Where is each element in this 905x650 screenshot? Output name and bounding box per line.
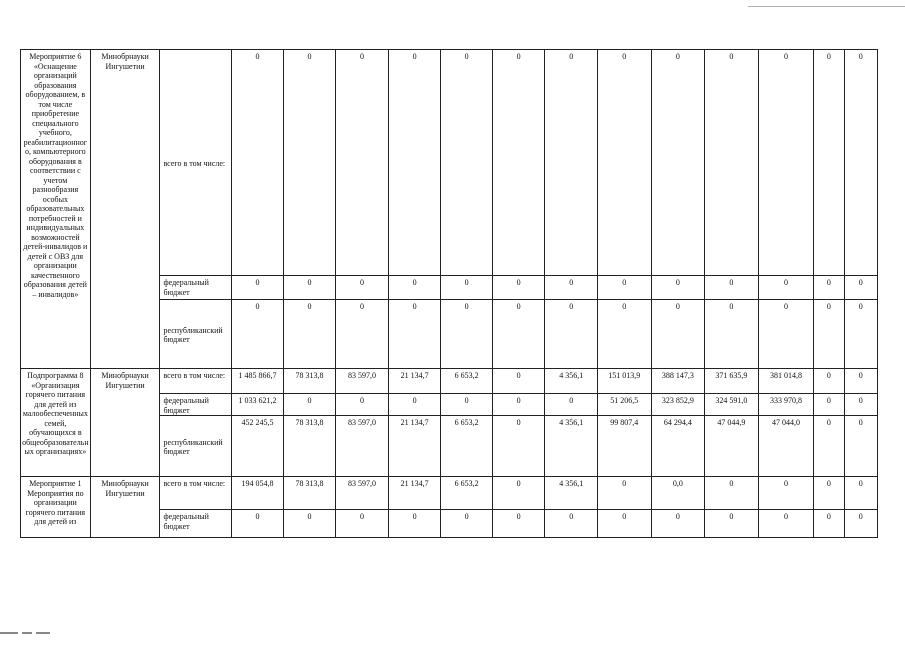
value-cell: 47 044,0 — [758, 416, 814, 477]
value-cell: 21 134,7 — [388, 477, 441, 510]
value-cell: 0 — [492, 477, 545, 510]
value-cell: 0 — [844, 394, 877, 416]
funding-source: всего в том числе: — [160, 50, 232, 276]
value-cell: 0 — [441, 50, 493, 276]
value-cell: 47 044,9 — [705, 416, 759, 477]
funding-source: республиканский бюджет — [160, 300, 232, 369]
value-cell: 0 — [814, 394, 844, 416]
funding-source: всего в том числе: — [160, 477, 232, 510]
measure-name: Мероприятие 1 Мероприятия по организации горячего питания для детей из — [21, 477, 91, 538]
value-cell: 371 635,9 — [705, 369, 759, 394]
funding-source: республиканский бюджет — [160, 416, 232, 477]
table-row — [21, 477, 878, 510]
value-cell: 0 — [283, 276, 336, 300]
value-cell: 0 — [336, 50, 389, 276]
value-cell: 323 852,9 — [651, 394, 705, 416]
value-cell: 78 313,8 — [283, 416, 336, 477]
header-rule — [748, 6, 905, 7]
value-cell: 0 — [492, 369, 545, 394]
value-cell: 0 — [336, 394, 389, 416]
value-cell: 0 — [597, 50, 651, 276]
value-cell: 0 — [844, 276, 877, 300]
funding-source: федеральный бюджет — [160, 394, 232, 416]
value-cell: 194 054,8 — [232, 477, 284, 510]
value-cell: 0 — [492, 276, 545, 300]
value-cell: 0 — [705, 510, 759, 538]
value-cell: 0 — [651, 50, 705, 276]
funding-source: всего в том числе: — [160, 369, 232, 394]
value-cell: 0 — [232, 50, 284, 276]
value-cell: 0 — [492, 510, 545, 538]
value-cell: 1 033 621,2 — [232, 394, 284, 416]
value-cell: 0 — [597, 276, 651, 300]
value-cell: 0 — [844, 300, 877, 369]
value-cell: 0 — [336, 276, 389, 300]
value-cell: 0 — [283, 394, 336, 416]
value-cell: 0 — [814, 300, 844, 369]
value-cell: 0 — [844, 416, 877, 477]
responsible-agency: Минобрнауки Ингушетии — [90, 477, 160, 538]
value-cell: 83 597,0 — [336, 369, 389, 394]
value-cell: 0 — [758, 300, 814, 369]
responsible-agency: Минобрнауки Ингушетии — [90, 50, 160, 369]
value-cell: 333 970,8 — [758, 394, 814, 416]
value-cell: 4 356,1 — [545, 369, 598, 394]
value-cell: 0 — [232, 510, 284, 538]
value-cell: 0 — [597, 510, 651, 538]
value-cell: 0 — [492, 300, 545, 369]
value-cell: 4 356,1 — [545, 416, 598, 477]
value-cell: 0 — [441, 510, 493, 538]
value-cell: 0 — [232, 276, 284, 300]
value-cell: 4 356,1 — [545, 477, 598, 510]
table-row — [21, 369, 878, 394]
value-cell: 0 — [705, 276, 759, 300]
page-footer-mark — [0, 632, 70, 638]
value-cell: 51 206,5 — [597, 394, 651, 416]
value-cell: 0 — [597, 300, 651, 369]
value-cell: 0 — [388, 300, 441, 369]
value-cell: 151 013,9 — [597, 369, 651, 394]
value-cell: 0 — [814, 510, 844, 538]
value-cell: 0 — [492, 50, 545, 276]
value-cell: 0 — [758, 510, 814, 538]
value-cell: 0 — [388, 510, 441, 538]
value-cell: 0 — [814, 50, 844, 276]
measure-name: Мероприятие 6 «Оснащение организаций образования оборудованием, в том числе приобретение специального учебного, реабилитационного, компьютерного оборудования в соответствии с учетом разнообразия особых образовательных потребностей и индивидуальных возможностей детей-инвалидов и детей с ОВЗ для организации качественного образования детей – инвалидов» — [21, 50, 91, 369]
value-cell: 83 597,0 — [336, 477, 389, 510]
value-cell: 0 — [844, 369, 877, 394]
value-cell: 6 653,2 — [441, 477, 493, 510]
value-cell: 6 653,2 — [441, 416, 493, 477]
value-cell: 0 — [814, 369, 844, 394]
value-cell: 0 — [283, 510, 336, 538]
value-cell: 64 294,4 — [651, 416, 705, 477]
value-cell: 0 — [283, 50, 336, 276]
responsible-agency: Минобрнауки Ингушетии — [90, 369, 160, 477]
value-cell: 0 — [814, 276, 844, 300]
budget-table — [20, 49, 878, 538]
value-cell: 99 807,4 — [597, 416, 651, 477]
value-cell: 21 134,7 — [388, 416, 441, 477]
value-cell: 0 — [651, 276, 705, 300]
value-cell: 0 — [492, 416, 545, 477]
value-cell: 0 — [388, 394, 441, 416]
value-cell: 0 — [283, 300, 336, 369]
value-cell: 0 — [814, 416, 844, 477]
value-cell: 0 — [545, 510, 598, 538]
value-cell: 0 — [492, 394, 545, 416]
value-cell: 0 — [844, 50, 877, 276]
value-cell: 0 — [705, 50, 759, 276]
value-cell: 0 — [441, 300, 493, 369]
value-cell: 0 — [651, 510, 705, 538]
value-cell: 0 — [545, 50, 598, 276]
value-cell: 0 — [758, 276, 814, 300]
value-cell: 0 — [651, 300, 705, 369]
value-cell: 21 134,7 — [388, 369, 441, 394]
funding-source: федеральный бюджет — [160, 510, 232, 538]
value-cell: 0 — [545, 276, 598, 300]
value-cell: 0 — [758, 477, 814, 510]
value-cell: 0 — [758, 50, 814, 276]
value-cell: 0 — [597, 477, 651, 510]
value-cell: 6 653,2 — [441, 369, 493, 394]
value-cell: 0 — [336, 510, 389, 538]
value-cell: 78 313,8 — [283, 369, 336, 394]
value-cell: 0 — [545, 300, 598, 369]
value-cell: 0 — [545, 394, 598, 416]
value-cell: 0 — [388, 50, 441, 276]
value-cell: 0 — [705, 477, 759, 510]
value-cell: 381 014,8 — [758, 369, 814, 394]
measure-name: Подпрограмма 8 «Организация горячего питания для детей из малообеспеченных семей, обучающихся в общеобразовательных организациях» — [21, 369, 91, 477]
funding-source: федеральный бюджет — [160, 276, 232, 300]
value-cell: 0 — [232, 300, 284, 369]
value-cell: 0 — [814, 477, 844, 510]
value-cell: 324 591,0 — [705, 394, 759, 416]
value-cell: 0 — [441, 394, 493, 416]
table-row — [21, 50, 878, 276]
value-cell: 0 — [844, 510, 877, 538]
value-cell: 0 — [388, 276, 441, 300]
value-cell: 0 — [336, 300, 389, 369]
value-cell: 1 485 866,7 — [232, 369, 284, 394]
value-cell: 388 147,3 — [651, 369, 705, 394]
value-cell: 0,0 — [651, 477, 705, 510]
value-cell: 0 — [705, 300, 759, 369]
value-cell: 452 245,5 — [232, 416, 284, 477]
value-cell: 78 313,8 — [283, 477, 336, 510]
value-cell: 0 — [441, 276, 493, 300]
value-cell: 83 597,0 — [336, 416, 389, 477]
value-cell: 0 — [844, 477, 877, 510]
